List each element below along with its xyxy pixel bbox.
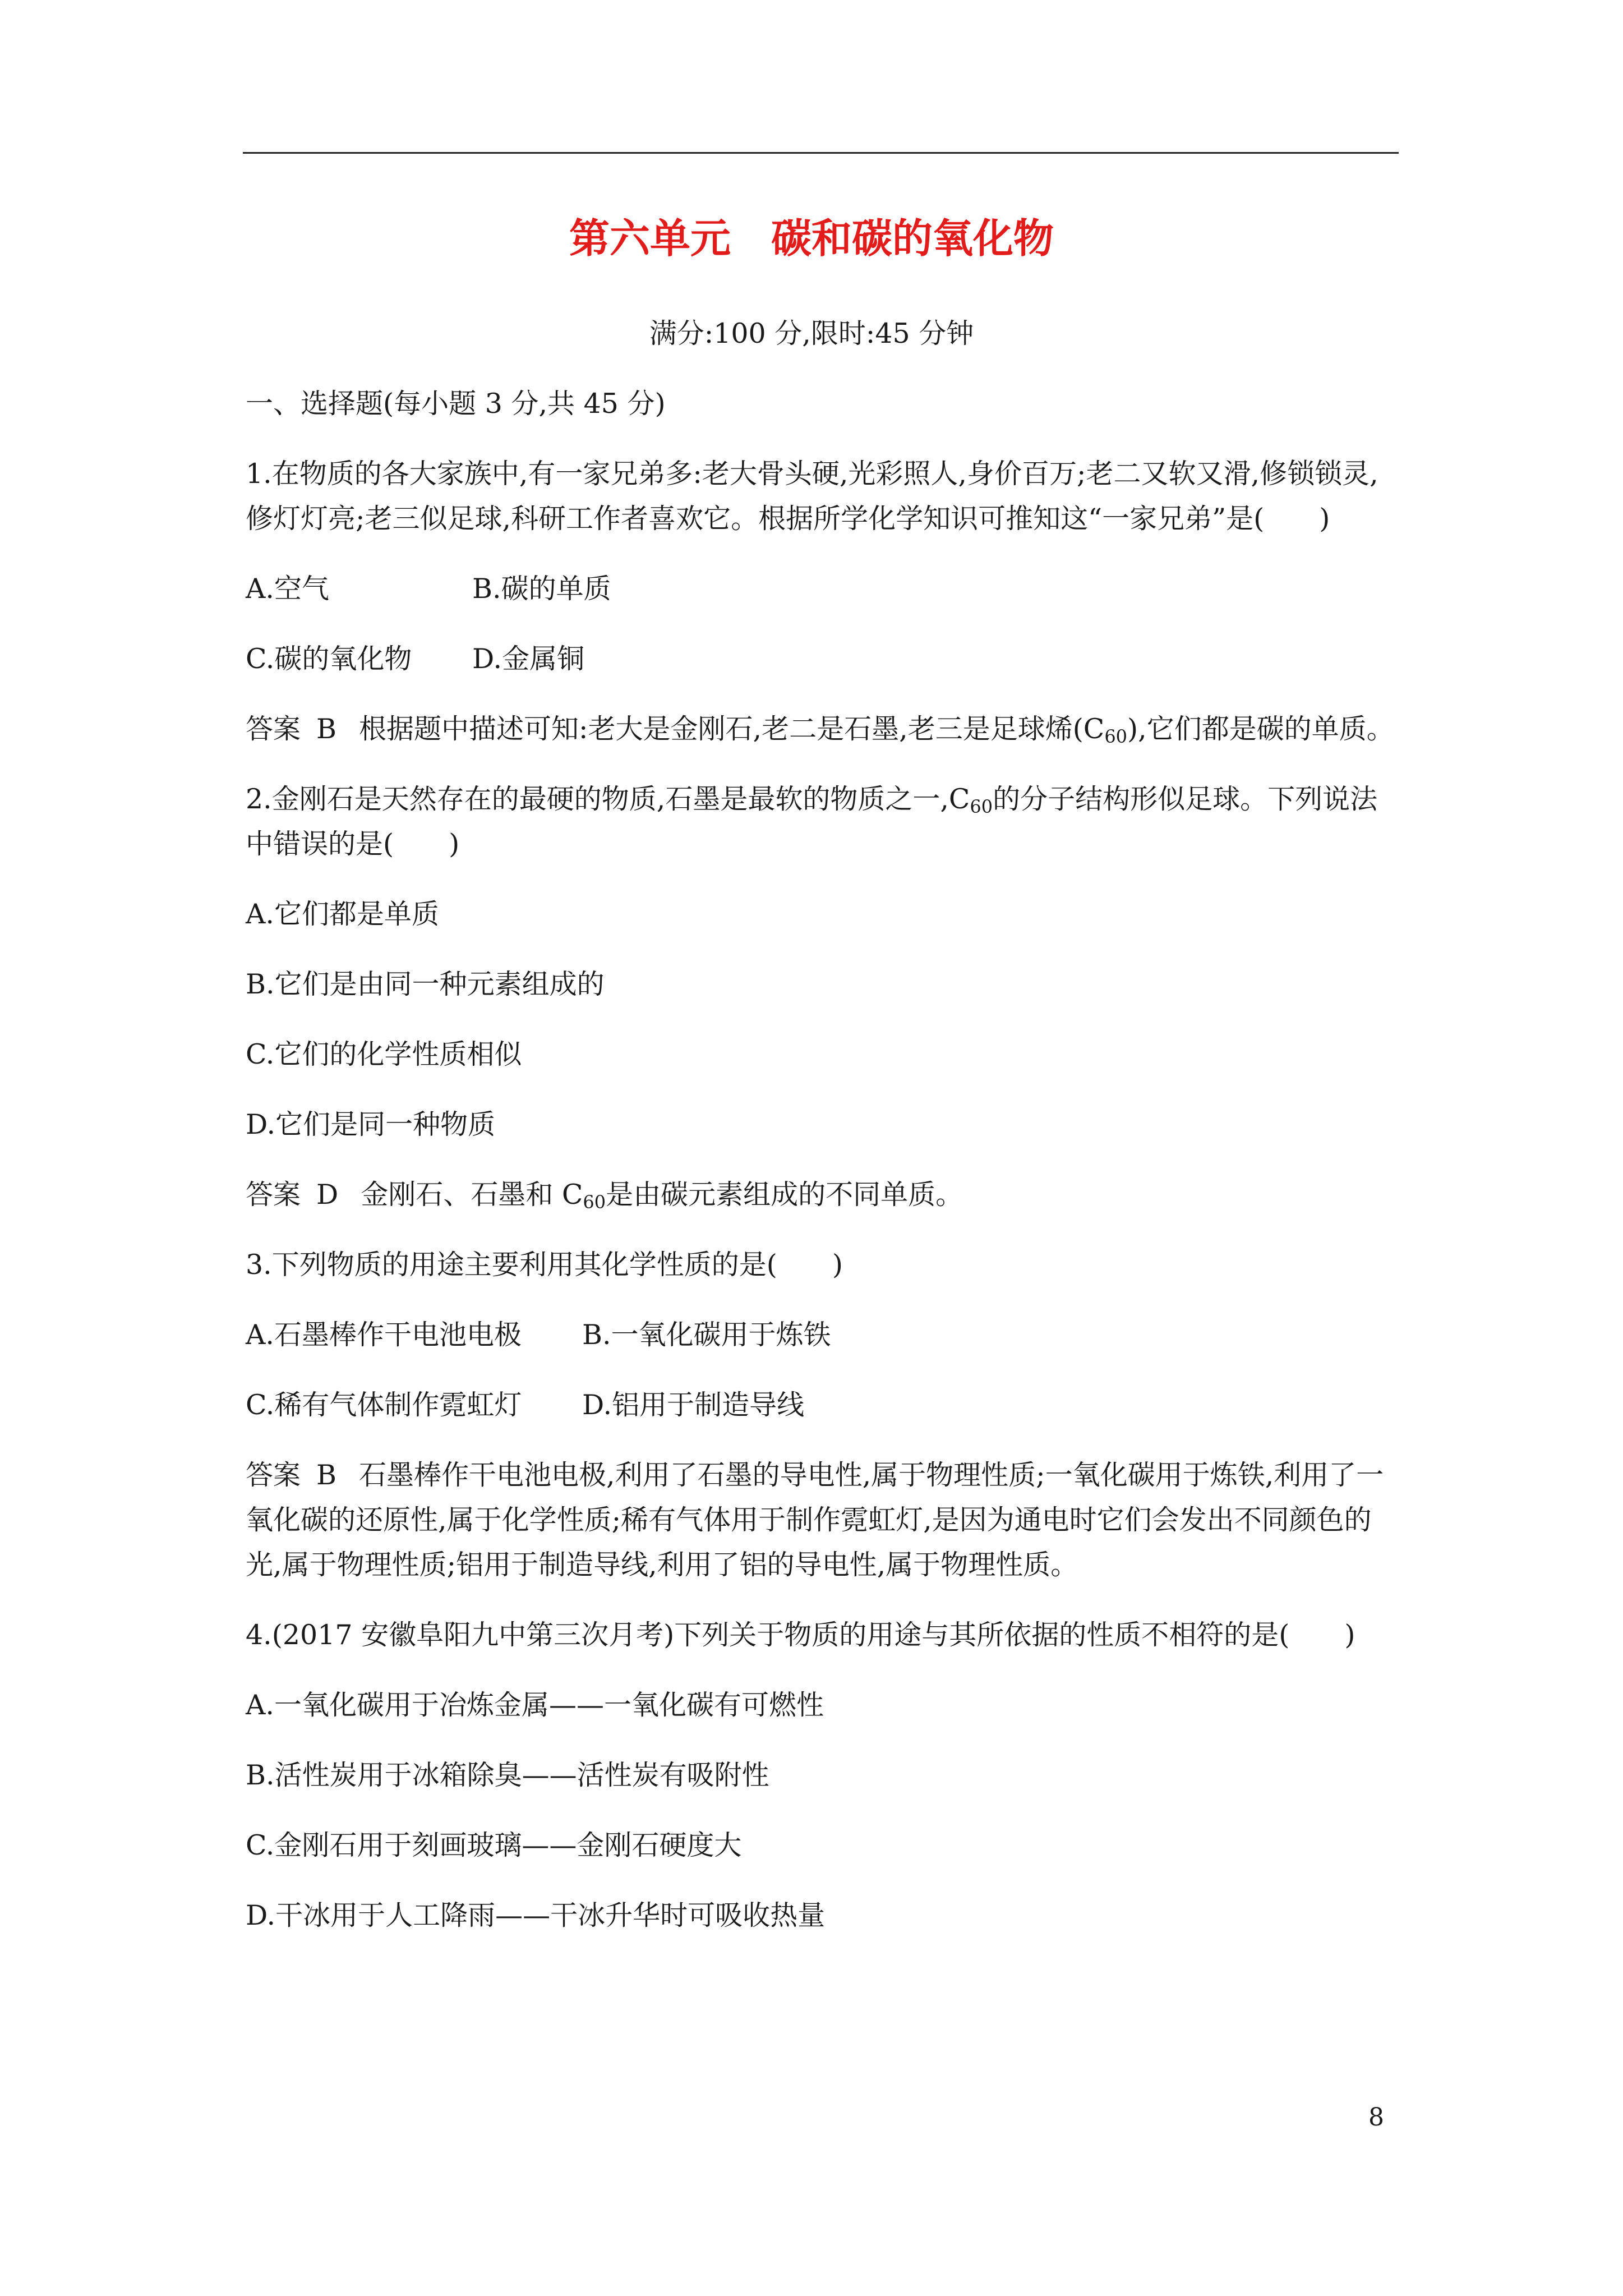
question-2-stem — [246, 777, 1401, 867]
question-1-answer — [246, 707, 1401, 752]
q2-stem-text-end: 的分子结构形似足球。下列说法中错误的是( ) — [246, 783, 1378, 860]
question-4-stem: 4.(2017 安徽阜阳九中第三次月考)下列关于物质的用途与其所依据的性质不相符的是( ) — [246, 1619, 1355, 1651]
answer-explanation-end: 是由碳元素组成的不同单质。 — [606, 1179, 963, 1211]
question-content — [246, 381, 1401, 1963]
question-3-options-row-1 — [246, 1313, 1401, 1358]
subscript-60: 60 — [970, 796, 993, 817]
question-1-stem: 1.在物质的各大家族中,有一家兄弟多:老大骨头硬,光彩照人,身价百万;老二又软又滑,修锁锁灵,修灯灯亮;老三似足球,科研工作者喜欢它。根据所学化学知识可推知这“一家兄弟”是( ) — [246, 458, 1378, 535]
q3-option-d: D.铝用于制造导线 — [582, 1389, 805, 1421]
q1-option-d: D.金属铜 — [472, 643, 585, 675]
answer-key: D — [316, 1179, 339, 1211]
q1-option-a: A.空气 — [246, 573, 329, 605]
answer-label: 答案 — [246, 1459, 301, 1491]
answer-key: B — [316, 713, 337, 745]
question-2-answer — [246, 1172, 1401, 1217]
q3-option-a: A.石墨棒作干电池电极 — [246, 1319, 522, 1351]
answer-key: B — [316, 1459, 337, 1491]
question-1-options-row-1 — [246, 567, 1401, 611]
q3-option-c: C.稀有气体制作霓虹灯 — [246, 1389, 522, 1421]
answer-explanation: 石墨棒作干电池电极,利用了石墨的导电性,属于物理性质;一氧化碳用于炼铁,利用了一氧化碳的还原性,属于化学性质;稀有气体用于制作霓虹灯,是因为通电时它们会发出不同颜色的光,属于物理性质;铝用于制造导线,利用了铝的导电性,属于物理性质。 — [246, 1459, 1384, 1581]
q2-option-d: D.它们是同一种物质 — [246, 1108, 496, 1140]
section-heading: 一、选择题(每小题 3 分,共 45 分) — [246, 388, 666, 420]
answer-label: 答案 — [246, 713, 301, 745]
question-3-stem: 3.下列物质的用途主要利用其化学性质的是( ) — [246, 1249, 843, 1281]
page-title: 第六单元 碳和碳的氧化物 — [569, 214, 1054, 262]
q4-option-a: A.一氧化碳用于冶炼金属——一氧化碳有可燃性 — [246, 1689, 824, 1721]
question-3-answer — [246, 1453, 1401, 1588]
answer-explanation: 根据题中描述可知:老大是金刚石,老二是石墨,老三是足球烯(C — [359, 713, 1105, 745]
q1-option-b: B.碳的单质 — [472, 573, 611, 605]
question-3-options-row-2 — [246, 1383, 1401, 1428]
q2-stem-text: 2.金刚石是天然存在的最硬的物质,石墨是最软的物质之一,C — [246, 783, 970, 815]
answer-explanation-end: ),它们都是碳的单质。 — [1127, 713, 1394, 745]
q2-option-a: A.它们都是单质 — [246, 898, 439, 930]
q4-option-c: C.金刚石用于刻画玻璃——金刚石硬度大 — [246, 1829, 742, 1861]
subscript-60: 60 — [583, 1191, 606, 1213]
answer-explanation: 金刚石、石墨和 C — [361, 1179, 583, 1211]
q2-option-c: C.它们的化学性质相似 — [246, 1038, 522, 1070]
question-1-options-row-2 — [246, 637, 1401, 682]
header-rule — [243, 152, 1399, 154]
page-number: 8 — [1368, 2103, 1384, 2132]
score-time-info: 满分:100 分,限时:45 分钟 — [649, 318, 974, 349]
q2-option-b: B.它们是由同一种元素组成的 — [246, 968, 605, 1000]
q1-option-c: C.碳的氧化物 — [246, 643, 412, 675]
subscript-60: 60 — [1104, 726, 1128, 747]
q4-option-d: D.干冰用于人工降雨——干冰升华时可吸收热量 — [246, 1899, 826, 1931]
answer-label: 答案 — [246, 1179, 301, 1211]
q3-option-b: B.一氧化碳用于炼铁 — [582, 1319, 831, 1351]
q4-option-b: B.活性炭用于冰箱除臭——活性炭有吸附性 — [246, 1759, 769, 1791]
